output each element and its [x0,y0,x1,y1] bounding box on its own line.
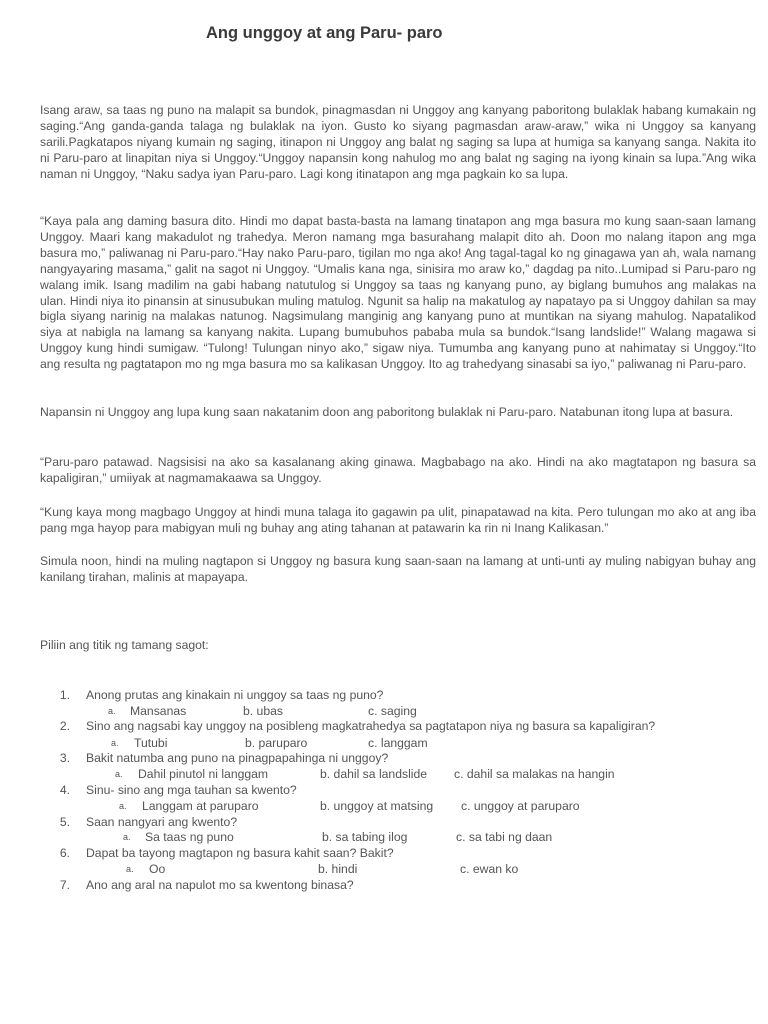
question-5-options [0,830,768,846]
story-title: Ang unggoy at ang Paru- paro [206,24,443,42]
question-4 [0,783,768,799]
paragraph-3: Napansin ni Unggoy ang lupa kung saan nakatanim doon ang paboritong bulaklak ni Paru-paro. Natabunan itong lupa at basura. [40,405,734,419]
option-a: Langgam at paruparo [142,799,259,813]
question-number: 2. [59,719,70,733]
option-b: b. dahil sa landslide [320,767,428,781]
paragraph-4: “Paru-paro patawad. Nagsisisi na ako sa kasalanang aking ginawa. Magbabago na ako. Hindi na ako magtatapon ng basura sa kapaligiran,” umiiyak at nagmamakaawa sa Unggoy. [40,455,756,485]
question-text: Anong prutas ang kinakain ni unggoy sa taas ng puno? [86,688,384,702]
option-a: Dahil pinutol ni langgam [138,767,269,781]
paragraph-1: Isang araw, sa taas ng puno na malapit sa bundok, pinagmasdan ni Unggoy ang kanyang paboritong bulaklak habang kumakain ng saging.“Ang ganda-ganda talaga ng bulaklak na iyon. Gusto ko siyang pagmasdan araw-araw,” wika ni Unggoy sa kanyang sarili.Pagkatapos niyang kumain ng saging, itinapon ni Unggoy ang balat ng saging sa lupa at humiga sa kanyang sanga. Nakita ito ni Paru-paro at linapitan niya si Unggoy.“Unggoy napansin kong nahulog mo ang balat ng saging na iyong kinain sa lupa.”Ang wika naman ni Unggoy, “Naku sadya iyan Paru-paro. Lagi kong itinatapon ang mga pagkain ko sa lupa. [40,103,756,181]
option-letter: a. [115,769,123,779]
question-number: 5. [59,815,70,829]
question-text: Ano ang aral na napulot mo sa kwentong binasa? [86,878,354,892]
question-3 [0,751,768,767]
option-a: Oo [149,862,166,876]
question-text: Bakit natumba ang puno na pinagpapahinga ni unggoy? [86,751,389,765]
question-number: 7. [59,878,70,892]
option-c: c. unggoy at paruparo [461,799,580,813]
paragraph-2: “Kaya pala ang daming basura dito. Hindi mo dapat basta-basta na lamang tinatapon ang mga basura mo kung saan-saan lamang Unggoy. Maari kang makadulot ng trahedya. Meron namang mga basurahang malapit dito ah. Doon mo nalang itapon ang mga basura mo,” paliwanag ni Paru-paro.“Hay nako Paru-paro, tigilan mo nga ako! Ang tagal-tagal ko ng ginagawa yan ah, wala namang nangyayaring masama,” galit na sagot ni Unggoy. “Umalis kana nga, sinisira mo araw ko,” dagdag pa nito..Lumipad si Paru-paro ng walang imik. Isang madilim na gabi habang natutulog si Unggoy sa taas ng kanyang puno, ay biglang bumuhos ang malakas na ulan. Hindi niya ito pinansin at sinusubukan muling matulog. Ngunit sa halip na makatulog ay napatayo pa si Unggoy dahilan sa may bigla siyang narinig na malakas natunog. Nagsimulang manginig ang kanyang puno at muntikan na siyang mahulog. Napatalikod siya at nabigla na lamang sa kanyang nakita. Lupang bumubuhos pababa mula sa bundok.“Isang landslide!” Walang magawa si Unggoy kung hindi sumigaw. “Tulong! Tulungan ninyo ako,” sigaw niya. Tumumba ang kanyang puno at nahimatay si Unggoy.“Ito ang resulta ng pagtatapon mo ng mga basura mo sa kalikasan Unggoy. Ito ag trahedyang sinasabi sa iyo,” paliwanag ni Paru-paro. [40,214,756,372]
question-text: Sino ang nagsabi kay unggoy na posibleng magkatrahedya sa pagtatapon niya ng basura sa kapaligiran? [86,719,656,733]
question-number: 6. [59,846,70,860]
question-6 [0,846,768,862]
option-b: b. ubas [243,704,283,718]
option-letter: a. [123,832,131,842]
question-2-options [0,736,768,752]
option-c: c. saging [368,704,417,718]
question-text: Dapat ba tayong magtapon ng basura kahit saan? Bakit? [86,846,394,860]
question-4-options [0,799,768,815]
question-5 [0,815,768,831]
question-2 [0,719,768,735]
option-letter: a. [111,738,119,748]
question-1 [0,688,768,704]
option-a: Mansanas [130,704,187,718]
paragraph-6: Simula noon, hindi na muling nagtapon si Unggoy ng basura kung saan-saan na lamang at unti-unti ay muling nabigyan buhay ang kanilang tirahan, malinis at mapayapa. [40,554,756,584]
paragraph-5: “Kung kaya mong magbago Unggoy at hindi muna talaga ito gagawin pa ulit, pinapatawad na kita. Pero tulungan mo ako at ang iba pang mga hayop para mabigyan muli ng buhay ang ating tahanan at patawarin ka rin ni Inang Kalikasan.” [40,505,756,535]
quiz-instruction: Piliin ang titik ng tamang sagot: [40,638,209,652]
question-text: Sinu- sino ang mga tauhan sa kwento? [86,783,297,797]
option-a: Sa taas ng puno [145,830,234,844]
option-letter: a. [119,801,127,811]
question-number: 1. [59,688,70,702]
option-b: b. unggoy at matsing [320,799,434,813]
question-6-options [0,862,768,878]
option-c: c. ewan ko [460,862,519,876]
option-b: b. paruparo [245,736,308,750]
option-a: Tutubi [134,736,168,750]
option-b: b. hindi [318,862,358,876]
option-c: c. sa tabi ng daan [456,830,553,844]
option-c: c. langgam [368,736,428,750]
option-letter: a. [108,706,116,716]
option-b: b. sa tabing ilog [322,830,408,844]
option-letter: a. [126,864,134,874]
question-7 [0,878,768,894]
question-text: Saan nangyari ang kwento? [86,815,238,829]
question-number: 3. [59,751,70,765]
question-1-options [0,704,768,720]
question-3-options [0,767,768,783]
option-c: c. dahil sa malakas na hangin [454,767,615,781]
question-number: 4. [59,783,70,797]
